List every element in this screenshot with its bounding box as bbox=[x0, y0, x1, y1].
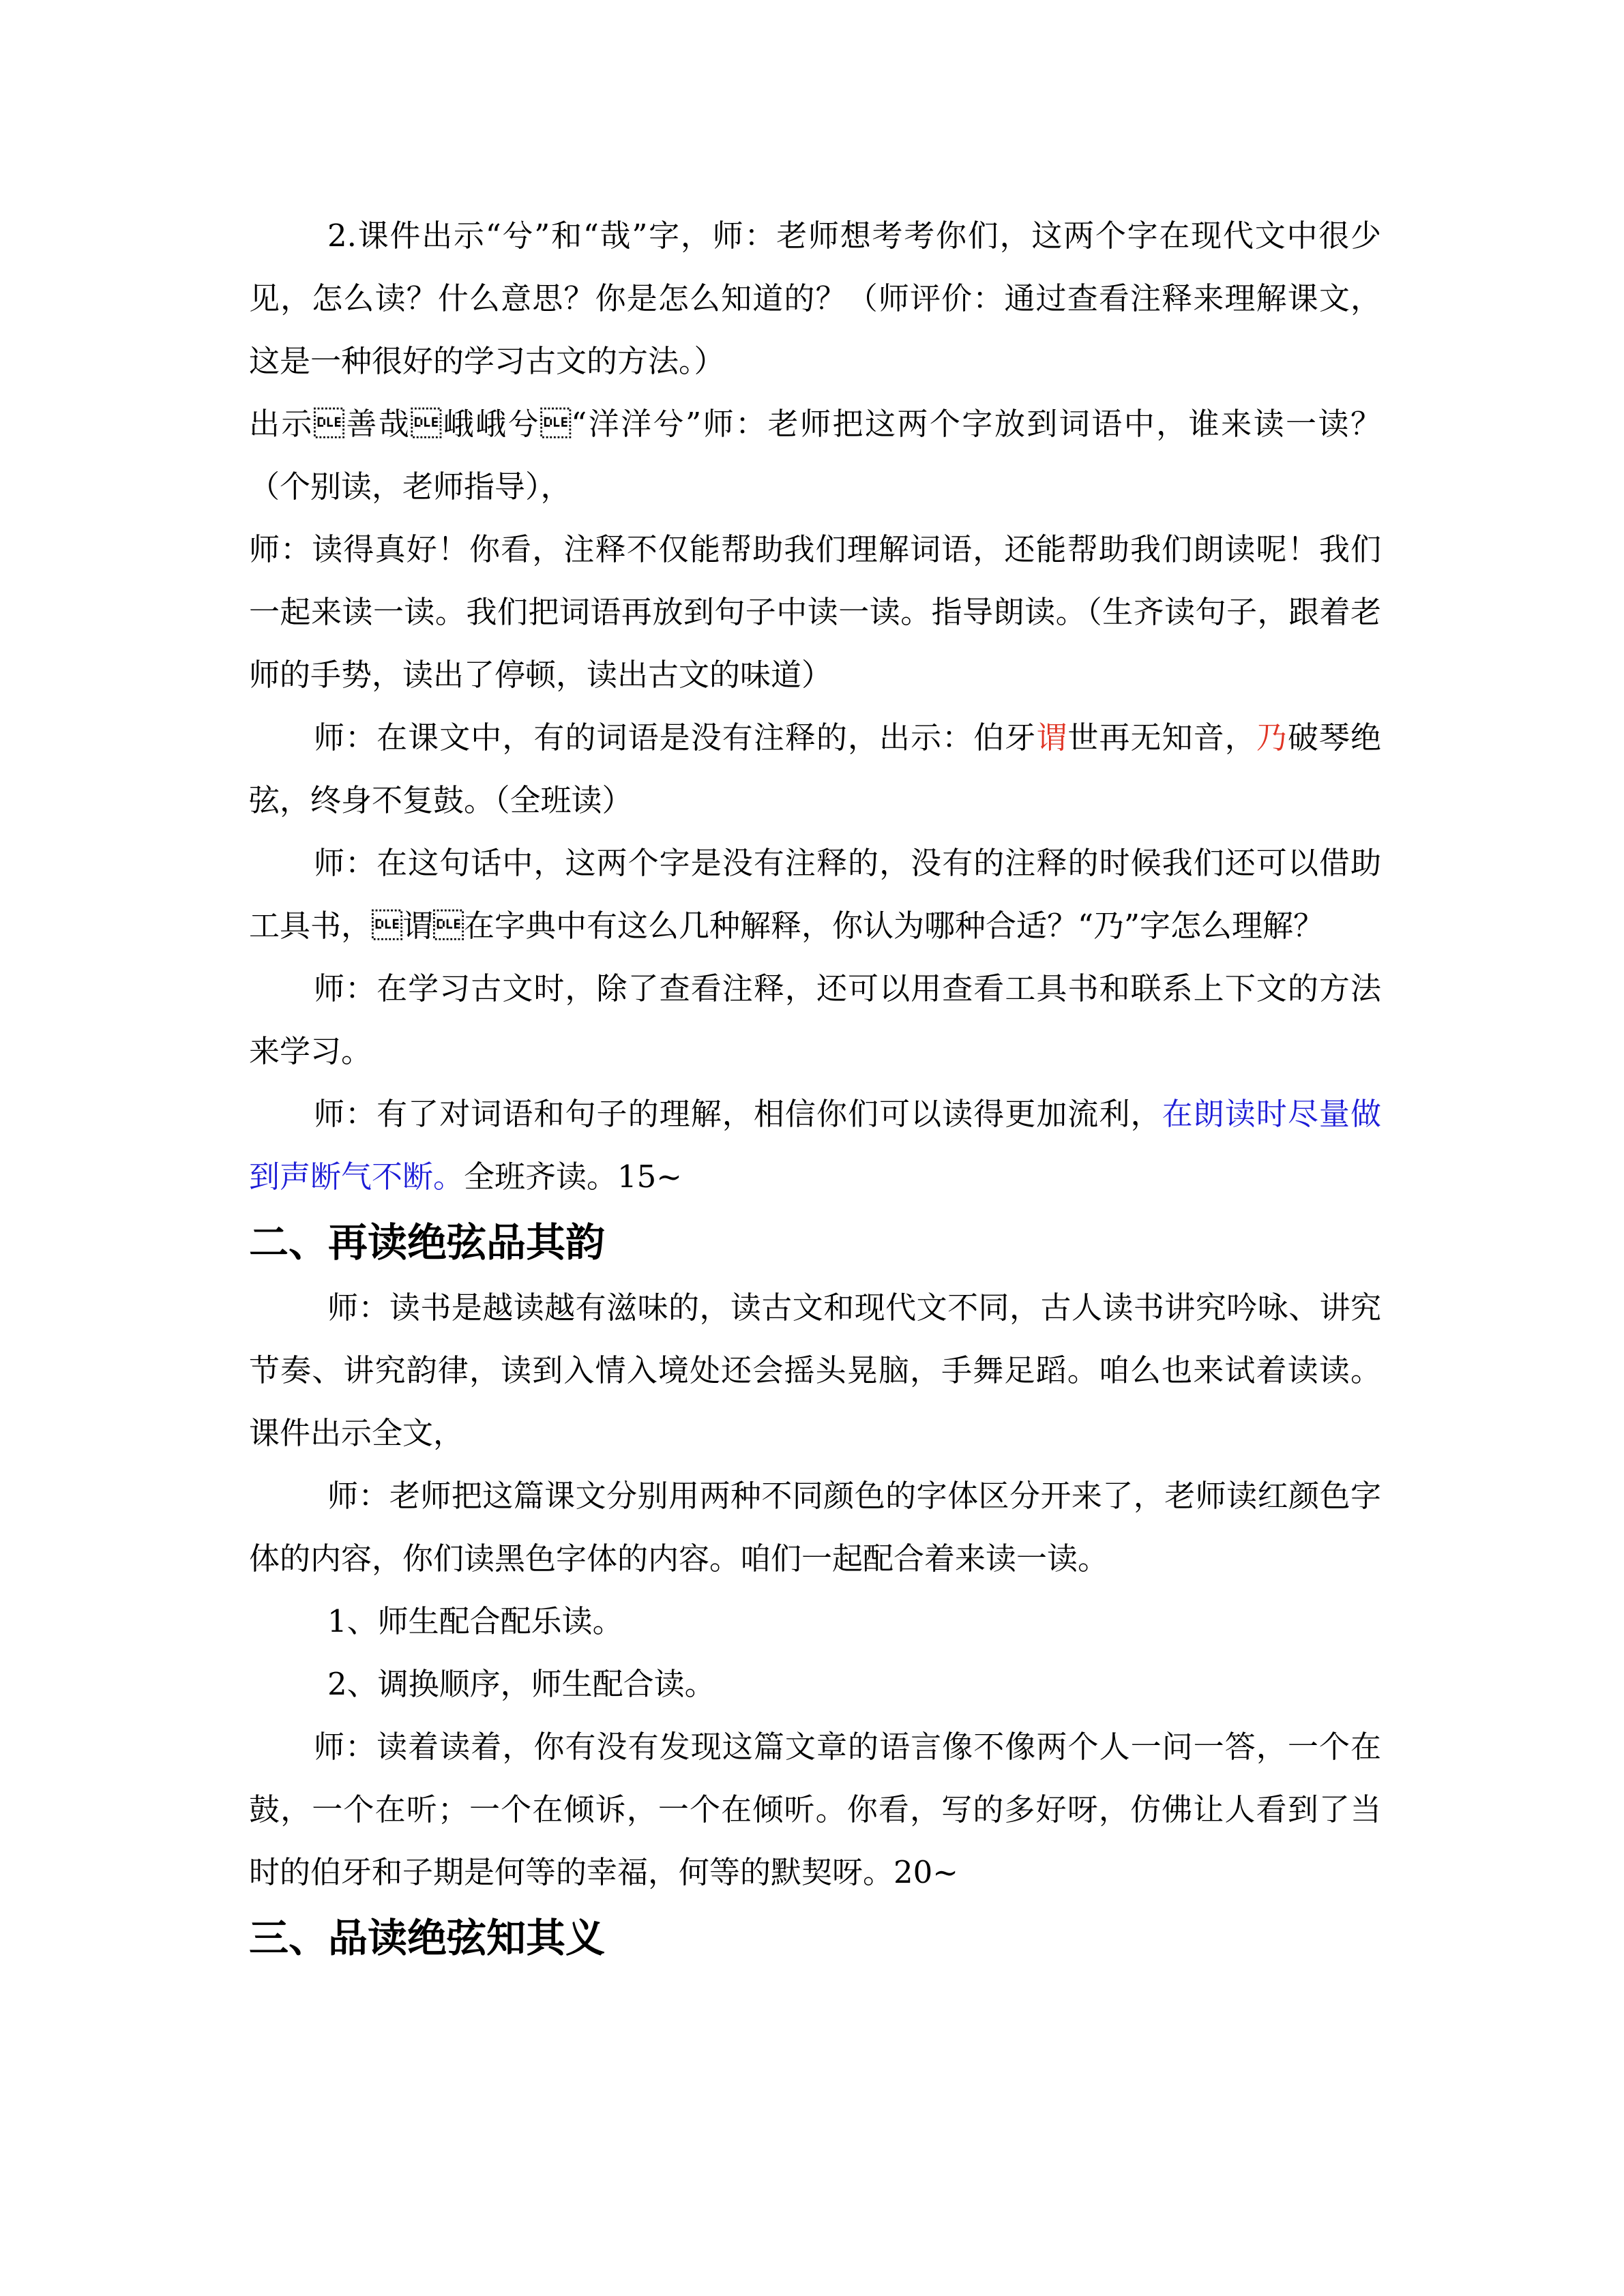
paragraph-7-text-a: 师：有了对词语和句子的理解，相信你们可以读得更加流利， bbox=[314, 1096, 1162, 1132]
paragraph-7 bbox=[249, 1083, 1381, 1208]
section-heading-3: 三、品读绝弦知其义 bbox=[249, 1915, 606, 1961]
paragraph-9: 师：老师把这篇课文分别用两种不同颜色的字体区分开来了，老师读红颜色字体的内容，你们读黑色字体的内容。咱们一起配合着来读一读。 bbox=[249, 1478, 1381, 1577]
list-item-2: 2、调换顺序，师生配合读。 bbox=[327, 1666, 715, 1702]
paragraph-7-text-b: 全班齐读。15~ bbox=[464, 1159, 682, 1195]
section-heading-2: 二、再读绝弦品其韵 bbox=[249, 1219, 606, 1266]
paragraph-8: 师：读书是越读越有滋味的，读古文和现代文不同，古人读书讲究吟咏、讲究节奏、讲究韵律，读到入情入境处还会摇头晃脑，手舞足蹈。咱么也来试着读读。课件出示全文， bbox=[249, 1289, 1381, 1451]
highlight-nai: 乃 bbox=[1256, 719, 1288, 756]
paragraph-4 bbox=[249, 706, 1381, 832]
paragraph-4-text-c: 破琴绝弦，终身不复鼓。（全班读） bbox=[249, 719, 1381, 818]
list-item-1: 1、师生配合配乐读。 bbox=[327, 1603, 623, 1639]
paragraph-1: 2.课件出示“兮”和“哉”字，师：老师想考考你们，这两个字在现代文中很少见，怎么读？什么意思？你是怎么知道的？（师评价：通过查看注释来理解课文，这是一种很好的学习古文的方法。） bbox=[249, 218, 1381, 379]
paragraph-4-text-b: 世再无知音， bbox=[1067, 719, 1256, 756]
paragraph-6: 师：在学习古文时，除了查看注释，还可以用查看工具书和联系上下文的方法来学习。 bbox=[249, 970, 1381, 1069]
paragraph-3: 师：读得真好！你看，注释不仅能帮助我们理解词语，还能帮助我们朗读呢！我们一起来读一读。我们把词语再放到句子中读一读。指导朗读。（生齐读句子，跟着老师的手势，读出了停顿，读出古文的味道） bbox=[249, 531, 1381, 693]
highlight-reading-tip: 在朗读时尽量做到声断气不断。 bbox=[249, 1096, 1381, 1195]
paragraph-5: 师：在这句话中，这两个字是没有注释的，没有的注释的时候我们还可以借助工具书，谓在字典中有这么几种解释，你认为哪种合适？“乃”字怎么理解？ bbox=[249, 845, 1381, 944]
paragraph-2: 出示善哉峨峨兮“洋洋兮”师：老师把这两个字放到词语中，谁来读一读？（个别读，老师指导）， bbox=[249, 406, 1381, 505]
paragraph-4-text-a: 师：在课文中，有的词语是没有注释的，出示：伯牙 bbox=[314, 719, 1037, 756]
document-body bbox=[249, 205, 1381, 1972]
paragraph-12: 师：读着读着，你有没有发现这篇文章的语言像不像两个人一问一答，一个在鼓，一个在听；一个在倾诉，一个在倾听。你看，写的多好呀，仿佛让人看到了当时的伯牙和子期是何等的幸福，何等的默契呀。20~ bbox=[249, 1729, 1381, 1890]
highlight-wei: 谓 bbox=[1036, 719, 1068, 756]
